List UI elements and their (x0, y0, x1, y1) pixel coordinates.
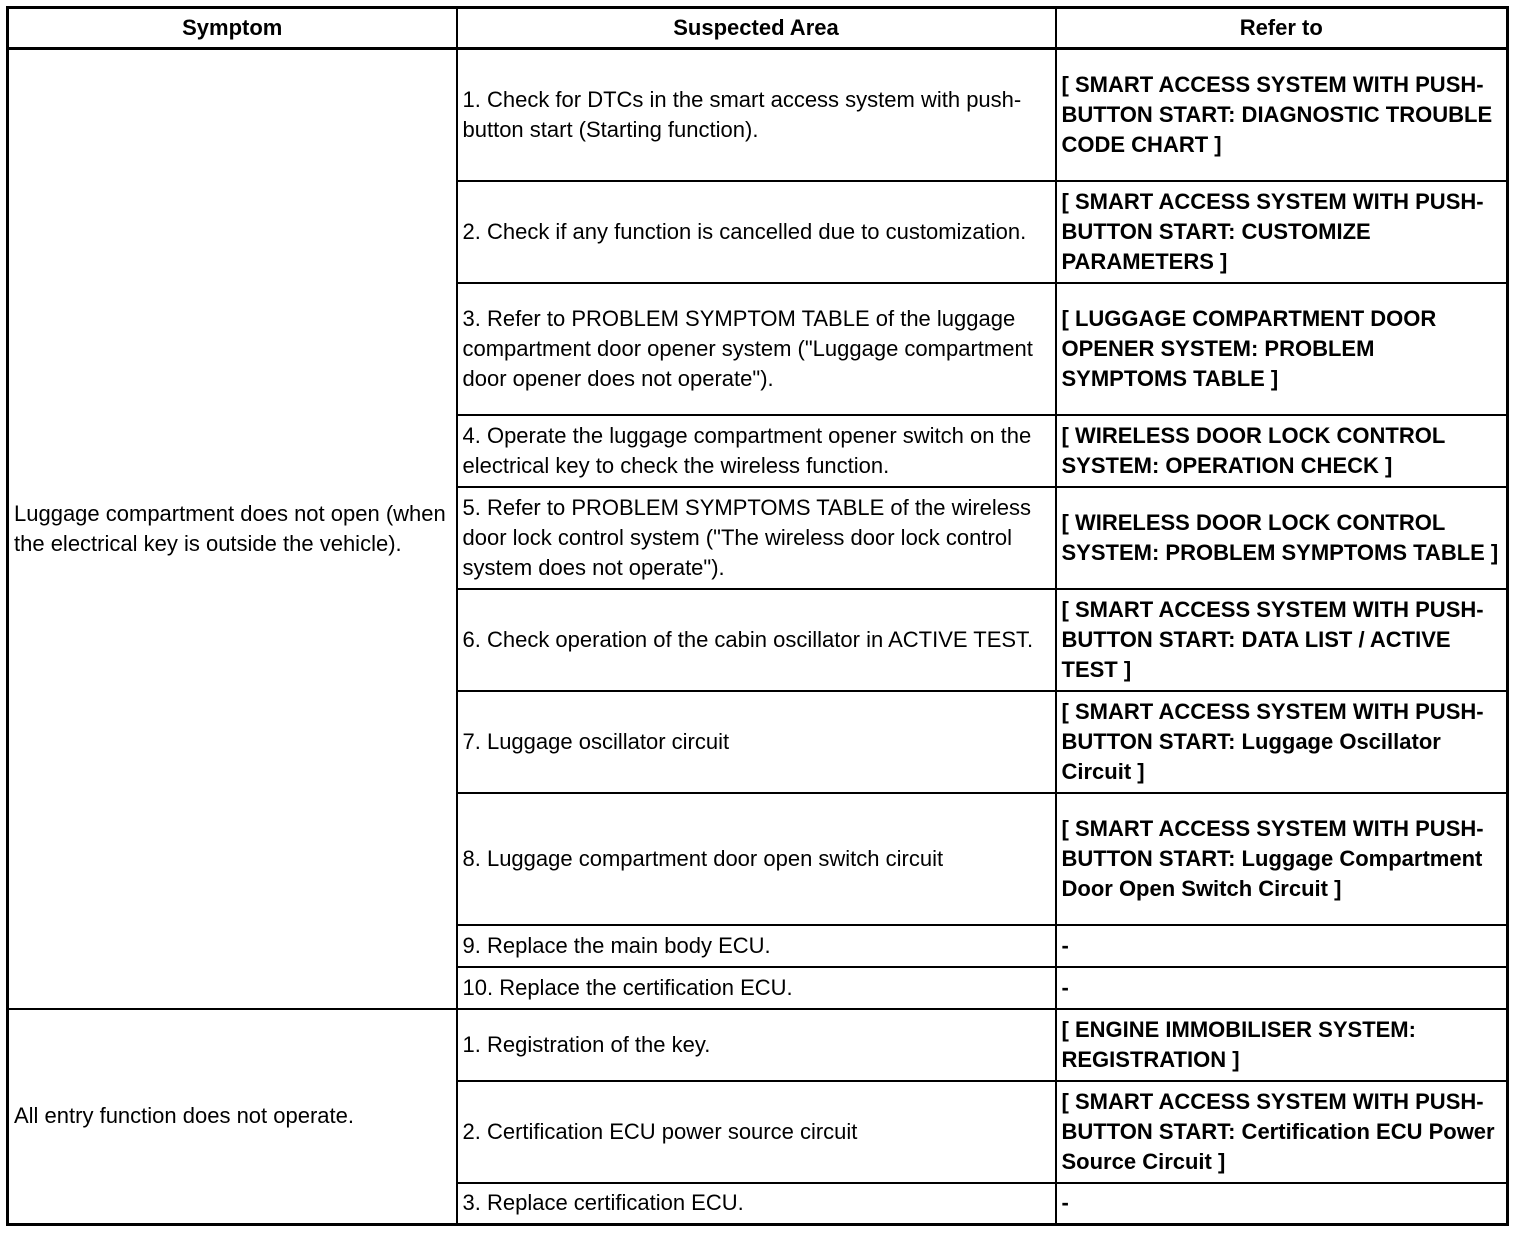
suspected-area-cell: 10. Replace the certification ECU. (457, 967, 1056, 1009)
refer-to-cell: - (1056, 925, 1508, 967)
refer-to-cell: [ SMART ACCESS SYSTEM WITH PUSH-BUTTON START: Luggage Compartment Door Open Switch Circuit ] (1056, 793, 1508, 925)
refer-to-cell: [ LUGGAGE COMPARTMENT DOOR OPENER SYSTEM: PROBLEM SYMPTOMS TABLE ] (1056, 283, 1508, 415)
table-row (8, 49, 1508, 181)
refer-to-cell: [ WIRELESS DOOR LOCK CONTROL SYSTEM: PROBLEM SYMPTOMS TABLE ] (1056, 487, 1508, 589)
refer-to-cell: - (1056, 1183, 1508, 1225)
refer-to-cell: [ SMART ACCESS SYSTEM WITH PUSH-BUTTON START: DIAGNOSTIC TROUBLE CODE CHART ] (1056, 49, 1508, 181)
refer-to-cell: - (1056, 967, 1508, 1009)
table-body (8, 49, 1508, 1225)
suspected-area-cell: 1. Check for DTCs in the smart access system with push-button start (Starting function). (457, 49, 1056, 181)
header-refer-to: Refer to (1056, 8, 1508, 49)
suspected-area-cell: 1. Registration of the key. (457, 1009, 1056, 1081)
table-row (8, 1009, 1508, 1081)
refer-to-cell: [ SMART ACCESS SYSTEM WITH PUSH-BUTTON START: CUSTOMIZE PARAMETERS ] (1056, 181, 1508, 283)
suspected-area-cell: 9. Replace the main body ECU. (457, 925, 1056, 967)
symptom-cell: All entry function does not operate. (8, 1009, 457, 1225)
suspected-area-cell: 3. Replace certification ECU. (457, 1183, 1056, 1225)
refer-to-cell: [ ENGINE IMMOBILISER SYSTEM: REGISTRATION ] (1056, 1009, 1508, 1081)
problem-symptoms-table (6, 6, 1509, 1226)
suspected-area-cell: 2. Certification ECU power source circuit (457, 1081, 1056, 1183)
suspected-area-cell: 2. Check if any function is cancelled due to customization. (457, 181, 1056, 283)
suspected-area-cell: 6. Check operation of the cabin oscillator in ACTIVE TEST. (457, 589, 1056, 691)
table-header (8, 8, 1508, 49)
refer-to-cell: [ SMART ACCESS SYSTEM WITH PUSH-BUTTON START: Certification ECU Power Source Circuit ] (1056, 1081, 1508, 1183)
suspected-area-cell: 8. Luggage compartment door open switch circuit (457, 793, 1056, 925)
suspected-area-cell: 3. Refer to PROBLEM SYMPTOM TABLE of the luggage compartment door opener system ("Luggage compartment door opener does not operate"). (457, 283, 1056, 415)
suspected-area-cell: 5. Refer to PROBLEM SYMPTOMS TABLE of the wireless door lock control system ("The wireless door lock control system does not operate"). (457, 487, 1056, 589)
problem-symptoms-document (6, 6, 1509, 1226)
header-symptom: Symptom (8, 8, 457, 49)
suspected-area-cell: 7. Luggage oscillator circuit (457, 691, 1056, 793)
refer-to-cell: [ WIRELESS DOOR LOCK CONTROL SYSTEM: OPERATION CHECK ] (1056, 415, 1508, 487)
header-suspected-area: Suspected Area (457, 8, 1056, 49)
refer-to-cell: [ SMART ACCESS SYSTEM WITH PUSH-BUTTON START: DATA LIST / ACTIVE TEST ] (1056, 589, 1508, 691)
header-row (8, 8, 1508, 49)
symptom-cell: Luggage compartment does not open (when the electrical key is outside the vehicle). (8, 49, 457, 1009)
suspected-area-cell: 4. Operate the luggage compartment opener switch on the electrical key to check the wireless function. (457, 415, 1056, 487)
refer-to-cell: [ SMART ACCESS SYSTEM WITH PUSH-BUTTON START: Luggage Oscillator Circuit ] (1056, 691, 1508, 793)
